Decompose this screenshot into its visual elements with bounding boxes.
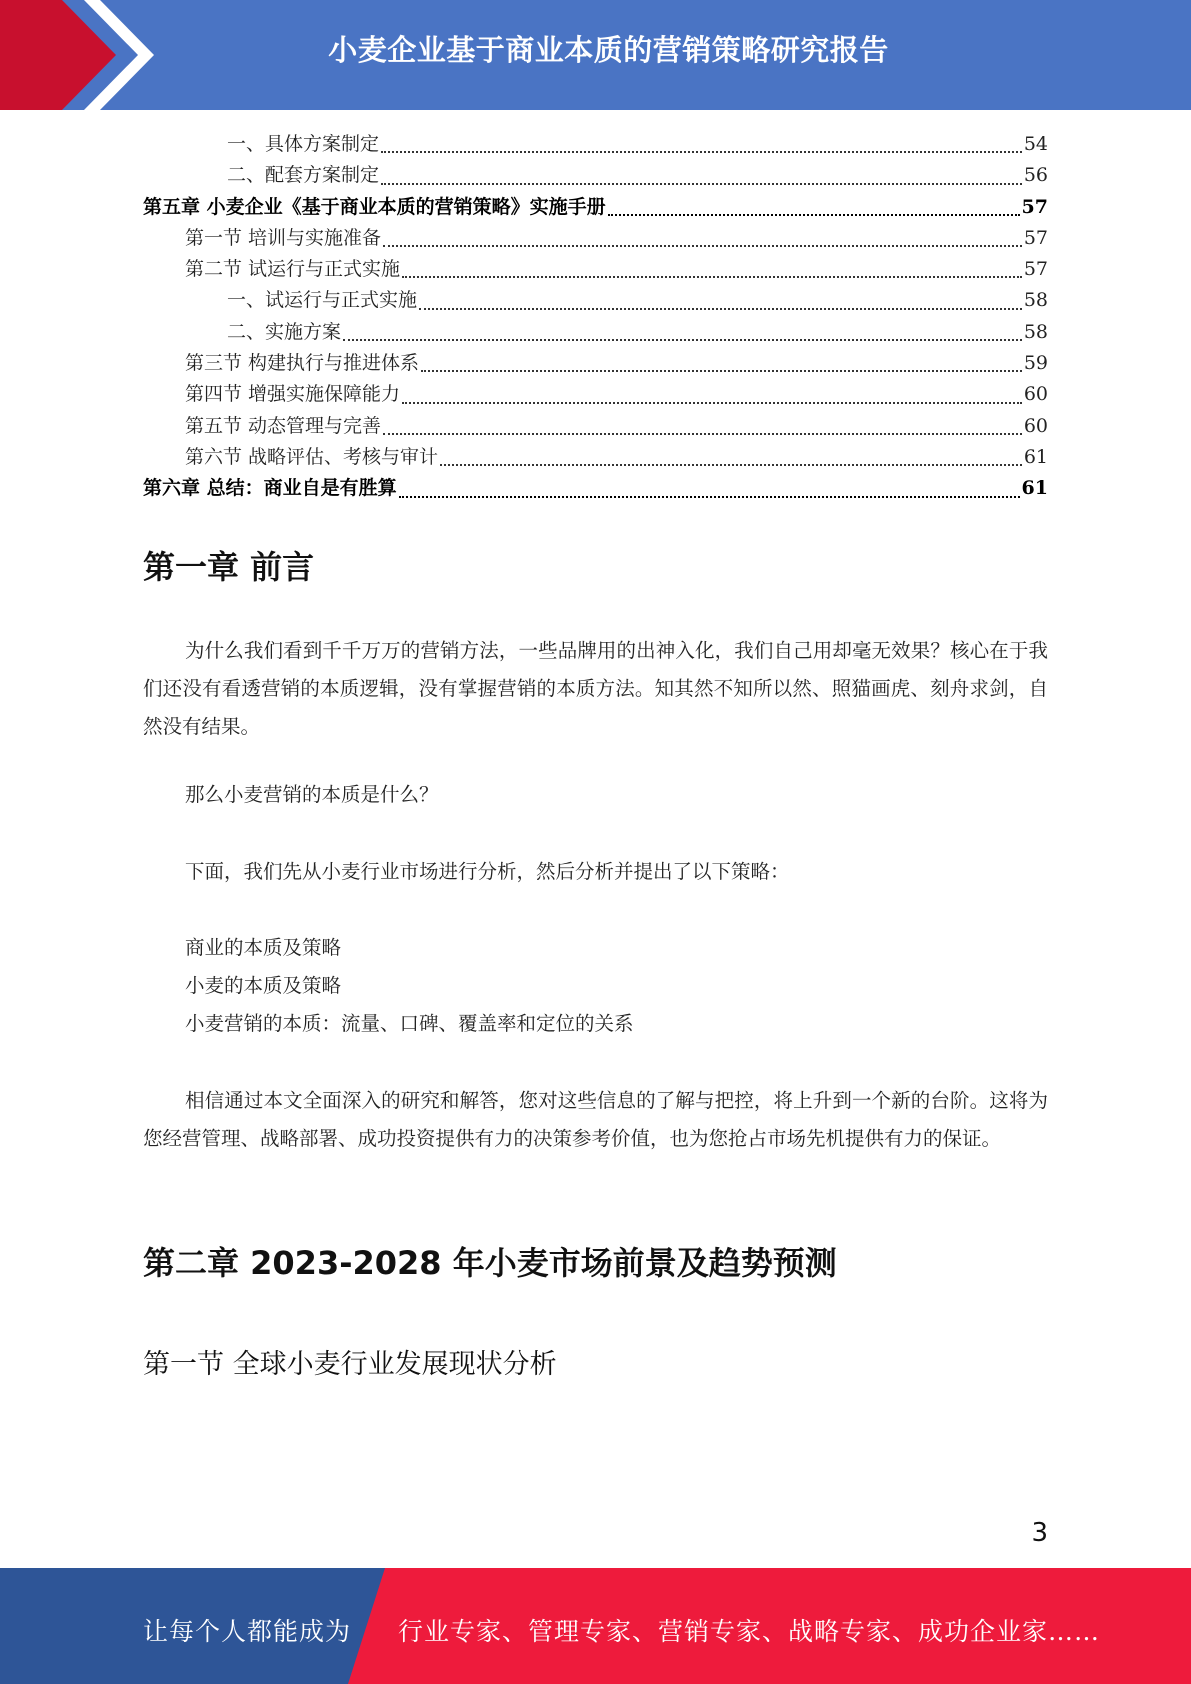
- toc-entry-label: 第一节 培训与实施准备: [185, 226, 382, 249]
- toc-entry[interactable]: [143, 254, 1048, 285]
- list-item: 小麦营销的本质：流量、口碑、覆盖率和定位的关系: [185, 1012, 634, 1035]
- intro-paragraph-2: 那么小麦营销的本质是什么？: [185, 783, 439, 806]
- toc-entry[interactable]: [143, 223, 1048, 254]
- toc-dot-leader: [381, 182, 1022, 185]
- toc-entry-page: 54: [1023, 133, 1048, 155]
- toc-dot-leader: [343, 338, 1022, 341]
- toc-entry[interactable]: [143, 442, 1048, 473]
- toc-dot-leader: [419, 307, 1022, 310]
- toc-dot-leader: [402, 275, 1022, 278]
- toc-entry[interactable]: [143, 317, 1048, 348]
- toc-dot-leader: [421, 369, 1022, 372]
- page-footer: [0, 1568, 1191, 1684]
- toc-entry-page: 61: [1021, 477, 1048, 500]
- toc-dot-leader: [383, 432, 1022, 435]
- document-title: 小麦企业基于商业本质的营销策略研究报告: [328, 33, 889, 67]
- toc-dot-leader: [440, 463, 1022, 466]
- toc-entry-label: 第六章 总结：商业自是有胜算: [143, 477, 397, 500]
- chapter-2-heading: 第二章 2023-2028 年小麦市场前景及趋势预测: [143, 1244, 837, 1282]
- footer-slogan-left: 让每个人都能成为: [143, 1617, 352, 1646]
- toc-entry-page: 58: [1023, 320, 1048, 343]
- toc-entry[interactable]: [143, 129, 1048, 160]
- toc-entry-label: 一、具体方案制定: [227, 133, 380, 155]
- toc-dot-leader: [402, 401, 1022, 404]
- toc-entry-label: 一、试运行与正式实施: [227, 289, 418, 312]
- chapter-1-heading: 第一章 前言: [143, 548, 315, 586]
- toc-entry-page: 60: [1023, 383, 1048, 406]
- list-item: 小麦的本质及策略: [185, 974, 342, 997]
- toc-entry[interactable]: [143, 192, 1048, 223]
- section-1-heading: 第一节 全球小麦行业发展现状分析: [143, 1349, 557, 1380]
- toc-dot-leader: [381, 150, 1022, 153]
- toc-entry-page: 57: [1021, 195, 1048, 218]
- toc-entry-label: 第六节 战略评估、考核与审计: [185, 445, 439, 468]
- toc-dot-leader: [608, 213, 1020, 216]
- toc-entry-label: 第五节 动态管理与完善: [185, 414, 382, 437]
- footer-slogan-right: 行业专家、管理专家、营销专家、战略专家、成功企业家……: [398, 1617, 1101, 1646]
- toc-entry-label: 第五章 小麦企业《基于商业本质的营销策略》实施手册: [143, 195, 606, 218]
- toc-entry-label: 第三节 构建执行与推进体系: [185, 352, 420, 375]
- toc-entry-label: 二、配套方案制定: [227, 164, 380, 187]
- intro-paragraph-1: 为什么我们看到千千万万的营销方法，一些品牌用的出神入化，我们自己用却毫无效果？核心在于我们还没有看透营销的本质逻辑，没有掌握营销的本质方法。知其然不知所以然、照猫画虎、刻舟求剑，自然没有结果。: [143, 639, 1048, 738]
- intro-paragraph-4: 相信通过本文全面深入的研究和解答，您对这些信息的了解与把控，将上升到一个新的台阶。这将为您经营管理、战略部署、成功投资提供有力的决策参考价值，也为您抢占市场先机提供有力的保证。: [143, 1089, 1048, 1150]
- toc-dot-leader: [383, 244, 1022, 247]
- toc-entry-page: 60: [1023, 414, 1048, 437]
- toc-entry-label: 二、实施方案: [227, 320, 342, 343]
- toc-entry-label: 第二节 试运行与正式实施: [185, 258, 401, 281]
- intro-paragraph-3: 下面，我们先从小麦行业市场进行分析，然后分析并提出了以下策略：: [185, 860, 790, 883]
- toc-entry[interactable]: [143, 348, 1048, 379]
- toc-dot-leader: [399, 495, 1020, 498]
- toc-entry[interactable]: [143, 411, 1048, 442]
- toc-entry[interactable]: [143, 160, 1048, 191]
- toc-entry-label: 第四节 增强实施保障能力: [185, 383, 401, 406]
- strategy-list: [185, 929, 634, 1043]
- toc-entry[interactable]: [143, 473, 1048, 504]
- toc-entry-page: 57: [1023, 258, 1048, 281]
- toc-entry[interactable]: [143, 285, 1048, 316]
- page-header: [0, 0, 1191, 110]
- toc-entry-page: 61: [1023, 445, 1048, 468]
- list-item: 商业的本质及策略: [185, 936, 342, 959]
- toc-entry-page: 58: [1023, 289, 1048, 312]
- toc-entry-page: 56: [1023, 164, 1048, 187]
- page-number: 3: [1031, 1518, 1048, 1548]
- toc-entry-page: 59: [1023, 352, 1048, 375]
- toc-entry[interactable]: [143, 379, 1048, 410]
- toc-entry-page: 57: [1023, 226, 1048, 249]
- table-of-contents: [143, 129, 1048, 505]
